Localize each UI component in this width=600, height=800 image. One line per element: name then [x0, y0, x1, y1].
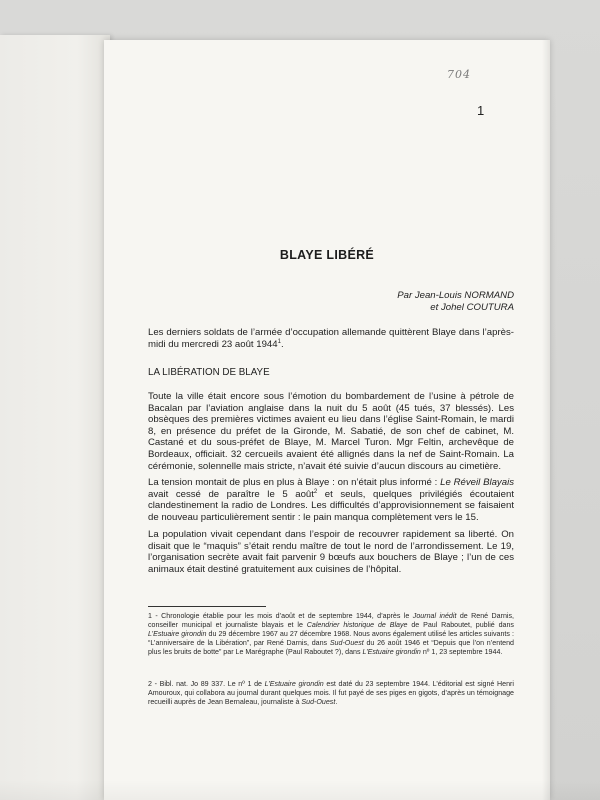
- footnote-2: [148, 680, 514, 707]
- fn2-e: .: [335, 698, 338, 706]
- paragraph-2-part-3: et seuls, quelques privilégiés écoutaient clandestinement la radio de Londres. Les difficultés d’approvisionnement se faisaient de nouveau particulièrement sentir : le pain manqua complètement vers le 15.: [148, 488, 514, 523]
- fn2-b: L’Estuaire girondin: [264, 680, 324, 688]
- paragraph-1: Toute la ville était encore sous l’émotion du bombardement de l’usine à pétrole de Bacalan par l’aviation anglaise dans la nuit du 5 août (45 tués, 37 blessés). Les obsèques des premières victimes avaient eu lieu dans l’église Saint-Romain, le mardi 8, en présence du préfet de la Gironde, M. Sabatié, de son chef de cabinet, M. Castané et du sous-préfet de Blaye, M. Marcel Turon. Mgr Feltin, archevêque de Bordeaux, officiait. 32 cercueils avaient été allignés dans la nef de Saint-Romain. La cérémonie, solennelle mais stricte, n’avait été suivie d’aucun discours au cimetière.: [148, 391, 514, 472]
- footnote-1: [148, 612, 514, 657]
- handwritten-annotation: 704: [447, 68, 471, 81]
- fn1-k: nº 1, 23 septembre 1944.: [420, 648, 503, 656]
- article-title: BLAYE LIBÉRÉ: [279, 248, 375, 262]
- fn1-e: de Paul Raboutet, publié dans: [407, 621, 514, 629]
- fn1-g: du 29 décembre 1967 au 27 décembre 1968. Nous avons également utilisé les articles suivants : “L’anniversaire de la Libération”, par René Darnis, dans: [148, 630, 514, 647]
- paragraph-2-part-2: avait cessé de paraître le 5 août: [148, 488, 314, 500]
- bottom-shadow: [0, 780, 600, 800]
- footnote-ref-1: 1: [277, 338, 281, 345]
- document-page: [104, 40, 550, 800]
- intro-text: Les derniers soldats de l’armée d’occupation allemande quittèrent Blaye dans l’après-midi du mercredi 23 août 1944: [148, 327, 514, 350]
- footnote-ref-2: 2: [313, 488, 318, 495]
- section-heading: LA LIBÉRATION DE BLAYE: [148, 367, 270, 378]
- paragraph-3: La population vivait cependant dans l’espoir de recouvrer rapidement sa liberté. On disait que le “maquis” s’était rendu maître de tout le nord de l’arrondissement. Le 19, l’organisation secrète avait fait parvenir 9 bœufs aux bouchers de Blaye ; l’un de ces animaux était destiné gratuitement aux cuisines de l’hôpital.: [148, 529, 514, 575]
- fn1-j: L’Estuaire girondin: [362, 648, 421, 656]
- byline-line-1: Par Jean-Louis NORMAND: [397, 290, 514, 301]
- paragraph-2-part-1: La tension montait de plus en plus à Blaye : on n’était plus informé :: [148, 477, 441, 488]
- fn1-f: L’Estuaire girondin: [148, 630, 207, 638]
- paragraph-2: [148, 477, 514, 523]
- newspaper-title: Le Réveil Blayais: [440, 477, 514, 488]
- intro-paragraph: Les derniers soldats de l’armée d’occupation allemande quittèrent Blaye dans l’après-midi du mercredi 23 août 1944$^1$.: [148, 327, 514, 350]
- page-edge: [542, 40, 550, 800]
- fn1-h: Sud-Ouest: [329, 639, 364, 647]
- left-page: [0, 35, 110, 800]
- footnote-divider: [148, 606, 266, 607]
- fn2-c: est daté du 23 septembre 1944. L’éditorial est signé Henri Amouroux, qui collabora au journal durant quelques mois. Il fut payé de ses piges en gigots, d’après un témoignage recueilli auprès de Jean Bernaleau, journaliste à: [148, 680, 514, 706]
- byline-line-2: et Johel COUTURA: [430, 302, 514, 313]
- fn1-i: du 26 août 1946 et “Depuis que l’on n’entend plus les bruits de botte” par Le Marégraphe (Paul Raboutet ?), dans: [148, 639, 515, 656]
- fn1-c: de René Darnis, conseiller municipal et journaliste blayais et le: [148, 612, 514, 629]
- page-number: 1: [477, 103, 485, 118]
- fn1-d: Calendrier historique de Blaye: [306, 621, 408, 629]
- fn1-b: Journal inédit: [412, 612, 457, 620]
- byline: [397, 290, 514, 314]
- fn2-a: 2 - Bibl. nat. Jo 89 337. Le nº 1 de: [148, 680, 265, 688]
- fn2-d: Sud-Ouest: [301, 698, 336, 706]
- fn1-a: 1 - Chronologie établie pour les mois d’août et de septembre 1944, d’après le: [148, 612, 413, 620]
